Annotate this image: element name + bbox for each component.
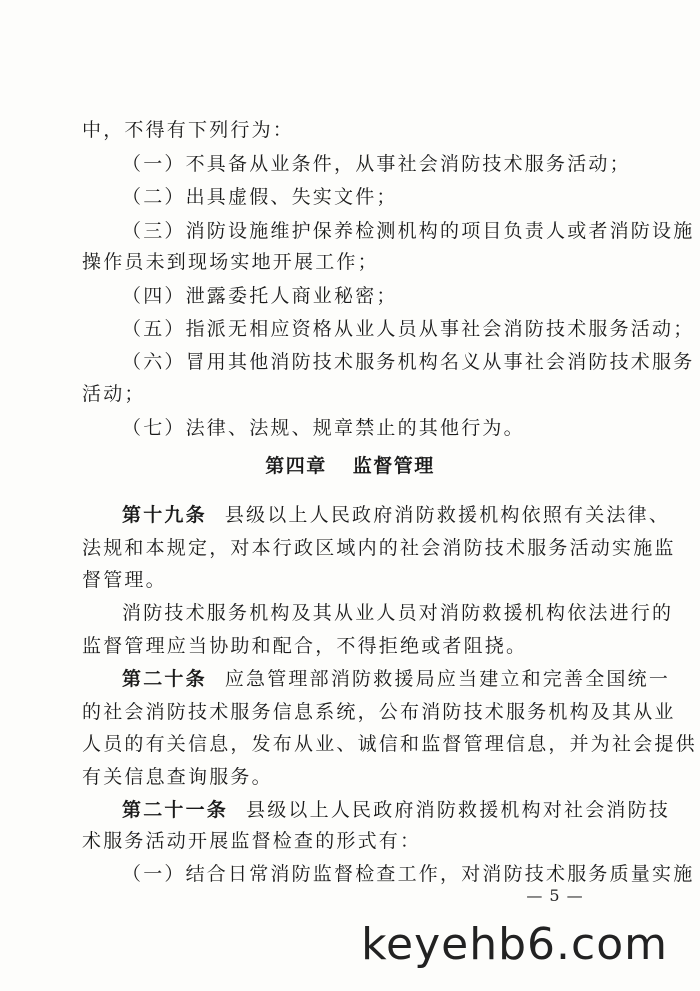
text-line: 督管理。: [82, 569, 167, 591]
list-item: （一）结合日常消防监督检查工作，对消防技术服务质量实施: [122, 863, 695, 885]
text-line: 县级以上人民政府消防救援机构依照有关法律、: [224, 504, 671, 526]
article-20-heading: 第二十条: [122, 668, 207, 690]
list-item: （二）出具虚假、失实文件；: [122, 186, 398, 208]
article-21-first-line: [122, 798, 671, 822]
article-19-first-line: [122, 503, 671, 527]
chapter-number: 第四章: [265, 455, 327, 477]
text-line: 中，不得有下列行为：: [82, 119, 295, 141]
article-21-heading: 第二十一条: [122, 799, 229, 821]
chapter-heading: [0, 454, 700, 478]
watermark-text: keyehb6.com: [361, 919, 668, 970]
article-19-heading: 第十九条: [122, 504, 207, 526]
text-line: 操作员未到现场实地开展工作；: [82, 251, 379, 273]
text-line: 有关信息查询服务。: [82, 766, 273, 788]
text-line: 术服务活动开展监督检查的形式有：: [82, 830, 422, 852]
list-item: （三）消防设施维护保养检测机构的项目负责人或者消防设施: [122, 220, 695, 242]
article-20-first-line: [122, 667, 671, 691]
list-item: （七）法律、法规、规章禁止的其他行为。: [122, 417, 525, 439]
text-line: 消防技术服务机构及其从业人员对消防救援机构依法进行的: [122, 602, 674, 624]
text-line: 县级以上人民政府消防救援机构对社会消防技: [246, 799, 671, 821]
text-line: 法规和本规定，对本行政区域内的社会消防技术服务活动实施监: [82, 537, 676, 559]
text-line: 活动；: [82, 383, 146, 405]
list-item: （五）指派无相应资格从业人员从事社会消防技术服务活动；: [122, 318, 695, 340]
chapter-title: 监督管理: [352, 455, 435, 477]
list-item: （六）冒用其他消防技术服务机构名义从事社会消防技术服务: [122, 351, 695, 373]
text-line: 人员的有关信息，发布从业、诚信和监督管理信息，并为社会提供: [82, 733, 697, 755]
text-line: 应急管理部消防救援局应当建立和完善全国统一: [224, 668, 671, 690]
text-line: 监督管理应当协助和配合，不得拒绝或者阻挠。: [82, 635, 528, 657]
text-line: 的社会消防技术服务信息系统，公布消防技术服务机构及其从业: [82, 701, 676, 723]
page-number: — 5 —: [526, 886, 584, 905]
list-item: （四）泄露委托人商业秘密；: [122, 285, 398, 307]
list-item: （一）不具备从业条件，从事社会消防技术服务活动；: [122, 153, 631, 175]
